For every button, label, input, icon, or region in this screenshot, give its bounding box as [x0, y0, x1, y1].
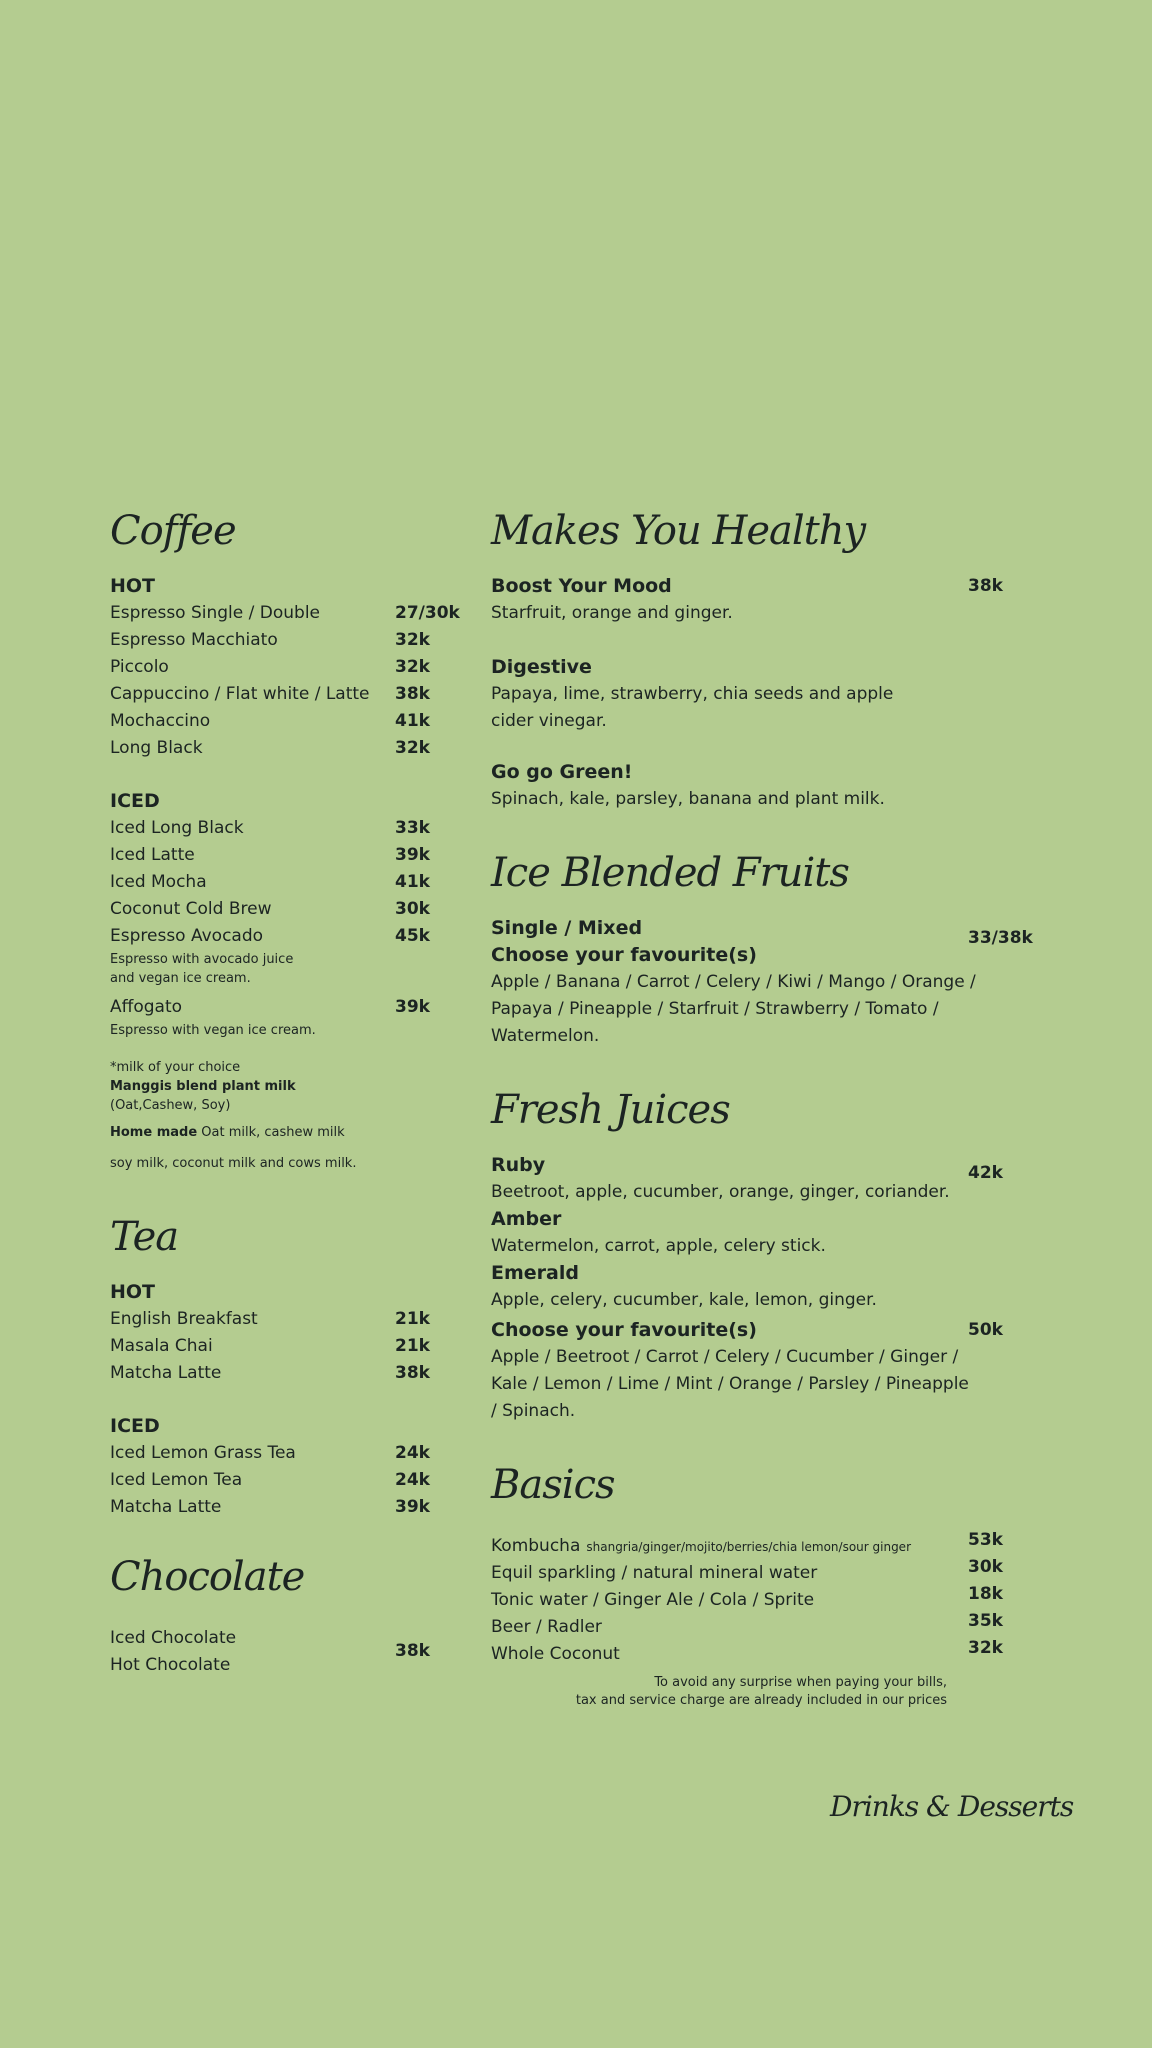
menu-row: Iced Latte 39k [110, 845, 430, 865]
tea-hot-label: HOT [110, 1281, 156, 1303]
healthy-title: Makes You Healthy [491, 508, 866, 554]
healthy-item: Go go Green! Spinach, kale, parsley, banana and plant milk. [491, 761, 885, 809]
menu-row: English Breakfast 21k [110, 1309, 430, 1329]
menu-row: Long Black 32k [110, 738, 430, 758]
menu-row: Iced Long Black 33k [110, 818, 430, 838]
menu-row: Matcha Latte 38k [110, 1363, 430, 1383]
menu-row: Coconut Cold Brew 30k [110, 899, 430, 919]
menu-row: Espresso Macchiato 32k [110, 630, 430, 650]
menu-row: Matcha Latte 39k [110, 1497, 430, 1517]
juice-item: Emerald Apple, celery, cucumber, kale, lemon, ginger. [491, 1262, 877, 1310]
coffee-iced-label: ICED [110, 790, 160, 812]
manggis-options: (Oat,Cashew, Soy) [110, 1098, 231, 1113]
menu-row: Hot Chocolate [110, 1655, 231, 1675]
basics-row: Kombucha shangria/ginger/mojito/berries/chia lemon/sour ginger 53k [491, 1530, 1003, 1556]
juices-title: Fresh Juices [491, 1087, 730, 1133]
healthy-item: Boost Your Mood 38k Starfruit, orange and ginger. [491, 575, 1003, 623]
left-column [110, 505, 470, 1679]
basics-row: Beer / Radler 35k [491, 1611, 1003, 1637]
menu-row: Cappuccino / Flat white / Latte 38k [110, 684, 430, 704]
coffee-hot-label: HOT [110, 575, 156, 597]
coffee-title: Coffee [110, 508, 236, 554]
menu-row: Espresso Single / Double 27/30k [110, 603, 460, 623]
chocolate-title: Chocolate [110, 1554, 305, 1600]
basics-row: Tonic water / Ginger Ale / Cola / Sprite 18k [491, 1584, 1003, 1610]
manggis-label: Manggis blend plant milk [110, 1079, 296, 1094]
chocolate-price: 38k [395, 1641, 430, 1661]
healthy-item: Digestive Papaya, lime, strawberry, chia seeds and apple cider vinegar. [491, 656, 894, 731]
brand-signature: Drinks & Desserts [830, 1790, 1074, 1823]
other-milk: soy milk, coconut milk and cows milk. [110, 1156, 357, 1171]
menu-row: Iced Chocolate [110, 1628, 237, 1648]
menu-row: Iced Mocha 41k [110, 872, 430, 892]
juice-item: Amber Watermelon, carrot, apple, celery stick. [491, 1208, 826, 1256]
menu-row: Mochaccino 41k [110, 711, 430, 731]
basics-row: Whole Coconut 32k [491, 1638, 1003, 1664]
homemade-milk: Home made Oat milk, cashew milk [110, 1125, 345, 1140]
tea-title: Tea [110, 1214, 179, 1260]
menu-row: Affogato 39k [110, 997, 430, 1017]
blended-item: Single / Mixed Choose your favourite(s) 33/38k Apple / Banana / Carrot / Celery / Kiwi / Mango / Orange / Papaya / Pineapple / Starfruit / Strawberry / Tomato / Watermelon. [491, 917, 1033, 1046]
juice-item: Choose your favourite(s) 50k Apple / Beetroot / Carrot / Celery / Cucumber / Ginger / Kale / Lemon / Lime / Mint / Orange / Parsley / Pineapple / Spinach. [491, 1319, 1003, 1421]
chocolate-items [110, 1625, 470, 1679]
menu-row: Iced Lemon Grass Tea 24k [110, 1443, 430, 1463]
menu-row: Piccolo 32k [110, 657, 430, 677]
footnote: To avoid any surprise when paying your bills, tax and service charge are already included in our prices [575, 1675, 947, 1708]
menu-row: Masala Chai 21k [110, 1336, 430, 1356]
blended-title: Ice Blended Fruits [491, 850, 849, 896]
menu-row: Espresso Avocado 45k [110, 926, 430, 946]
basics-row: Equil sparkling / natural mineral water 30k [491, 1557, 1003, 1583]
juice-item: Ruby 42k Beetroot, apple, cucumber, orange, ginger, coriander. [491, 1154, 1003, 1202]
right-column [491, 505, 1051, 1710]
tea-iced-label: ICED [110, 1415, 160, 1437]
milk-note: *milk of your choice [110, 1060, 241, 1075]
item-note: and vegan ice cream. [110, 971, 251, 986]
item-note: Espresso with avocado juice [110, 952, 294, 967]
basics-title: Basics [491, 1462, 615, 1508]
item-note: Espresso with vegan ice cream. [110, 1023, 316, 1038]
menu-row: Iced Lemon Tea 24k [110, 1470, 430, 1490]
